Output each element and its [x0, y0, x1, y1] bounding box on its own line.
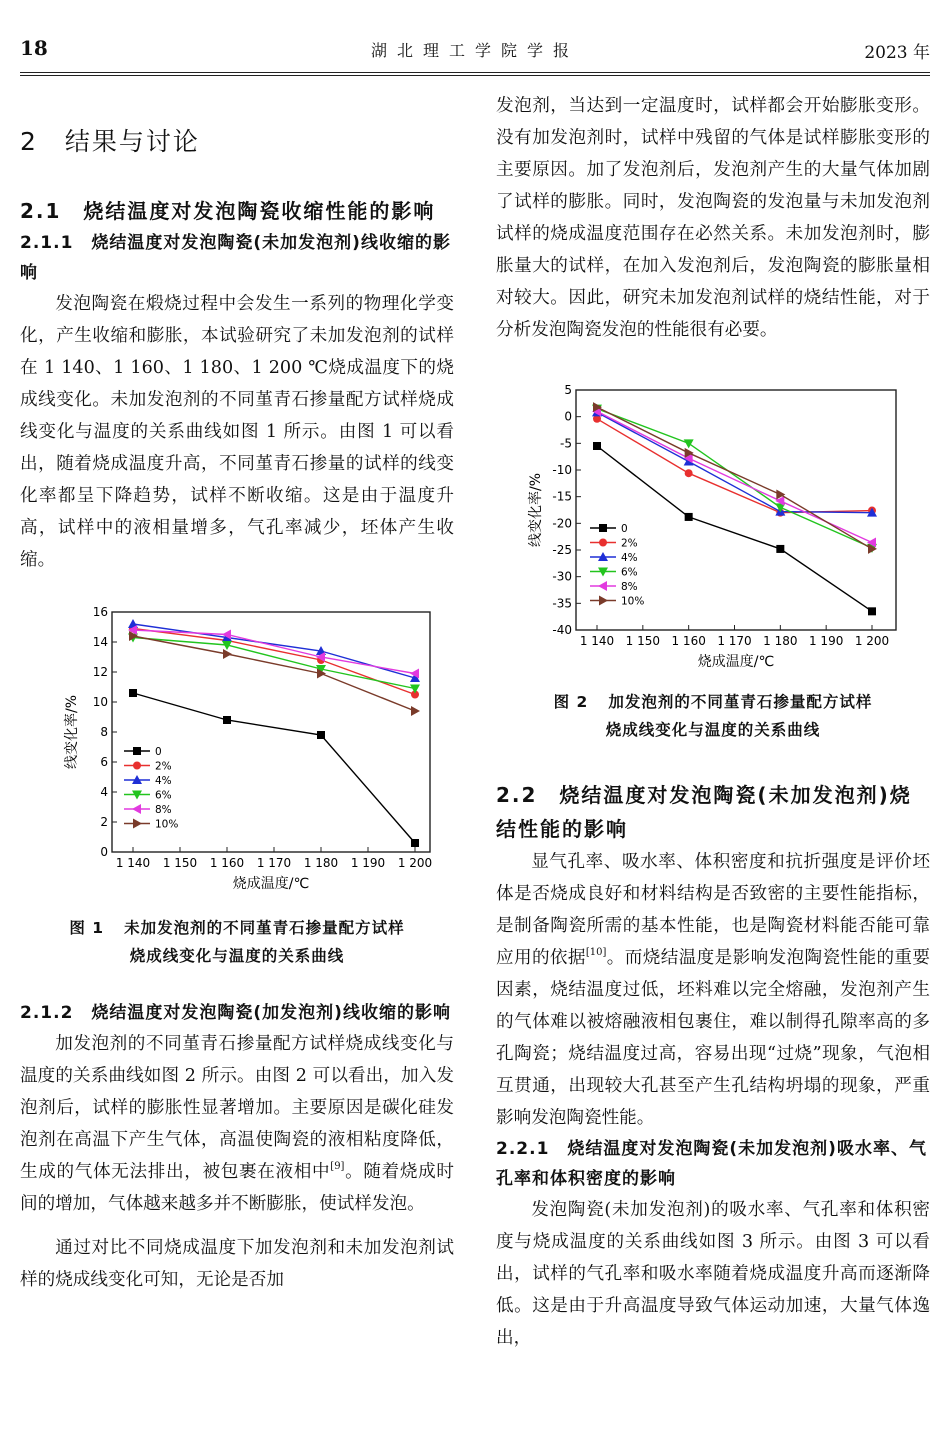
y-tick-label: 5: [564, 383, 572, 397]
section-2-1-2-text-a: 加发泡剂的不同堇青石掺量配方试样烧成线变化与温度的关系曲线如图 2 所示。由图 2 可以看出，加入发泡剂后，试样的膨胀性显著增加。主要原因是碳化硅发泡剂在高温下产生气体，高温使陶瓷的液相粘度降低，生成的气体无法排出，被包裹在液相中: [20, 1034, 454, 1182]
y-tick-label: -10: [552, 463, 572, 477]
section-2-1-1-paragraph: 发泡陶瓷在煅烧过程中会发生一系列的物理化学变化，产生收缩和膨胀，本试验研究了未加发泡剂的试样在 1 140、1 160、1 180、1 200 ℃烧成温度下的烧成线变化。未加发泡剂的不同堇青石掺量配方试样烧成线变化与温度的关系曲线如图 1 所示。由图 1 可以看出，随着烧成温度升高，不同堇青石掺量的试样的线变化率都呈下降趋势，试样不断收缩。这是由于温度升高，试样中的液相量增多，气孔率减少，坯体产生收缩。: [20, 294, 454, 570]
legend: [124, 746, 178, 831]
x-axis-label: 烧成温度/℃: [232, 876, 310, 892]
section-2-1-2-text-b: 。随着烧成时间的增加，气体越来越多并不断膨胀，使试样发泡。: [20, 1162, 454, 1214]
legend: [590, 523, 644, 608]
figure-1-caption-line2: 烧成线变化与温度的关系曲线: [129, 947, 345, 965]
data-point: [411, 706, 420, 716]
legend-marker: [599, 539, 607, 547]
y-axis-label: 线变化率/%: [64, 694, 80, 770]
data-point: [868, 607, 876, 615]
section-2-2-paragraph: [496, 846, 930, 1134]
data-point: [129, 689, 137, 697]
y-tick-label: -15: [552, 489, 572, 504]
figure-2-caption-line1: 加发泡剂的不同堇青石掺量配方试样: [608, 693, 873, 711]
section-2-2-1-paragraph: 发泡陶瓷(未加发泡剂)的吸水率、气孔率和体积密度与烧成温度的关系曲线如图 3 所示。由图 3 可以看出，试样的气孔率和吸水率随着烧成温度升高而逐渐降低。这是由于升高温度导致气体运动加速，大量气体逸出，: [496, 1200, 930, 1348]
x-tick-label: 1 180: [763, 634, 798, 648]
section-2-2-text-b: 。而烧结温度是影响发泡陶瓷性能的重要因素，烧结温度过低，坯料难以完全熔融，发泡剂产生的气体难以被熔融液相包裹住，难以制得孔隙率高的多孔陶瓷；烧结温度过高，容易出现“过烧”现象，气泡相互贯通，出现较大孔甚至产生孔结构坍塌的现象，严重影响发泡陶瓷性能。: [496, 948, 930, 1128]
x-tick-label: 1 140: [579, 634, 615, 648]
y-tick-label: 0: [100, 845, 108, 859]
y-tick-label: -40: [552, 623, 572, 637]
section-2-1-2-heading: 2.1.2 烧结温度对发泡陶瓷(加发泡剂)线收缩的影响: [20, 1003, 451, 1023]
x-tick-label: 1 150: [625, 634, 661, 648]
legend-marker: [599, 596, 608, 606]
section-2-2-1-heading: 2.2.1 烧结温度对发泡陶瓷(未加发泡剂)吸水率、气孔率和体积密度的影响: [496, 1139, 927, 1189]
figure-2-caption-tag: 图 2: [553, 693, 589, 711]
left-column: [20, 88, 454, 1296]
data-point: [685, 469, 693, 477]
legend-label: 0: [155, 746, 162, 758]
y-axis-label: 线变化率/%: [528, 472, 544, 548]
legend-marker: [598, 581, 607, 591]
data-point: [593, 442, 601, 450]
y-tick-label: 0: [564, 409, 572, 424]
legend-label: 4%: [621, 552, 638, 564]
y-tick-label: -20: [552, 516, 572, 531]
y-tick-label: -5: [560, 436, 572, 451]
section-2-1-1-heading: 2.1.1 烧结温度对发泡陶瓷(未加发泡剂)线收缩的影响: [20, 233, 451, 283]
x-tick-label: 1 200: [854, 634, 890, 648]
journal-title: 湖北理工学院学报: [370, 41, 579, 60]
y-tick-label: 8: [100, 725, 108, 739]
section-2-1-heading: 2.1 烧结温度对发泡陶瓷收缩性能的影响: [20, 199, 436, 223]
right-continued-paragraph: 发泡剂，当达到一定温度时，试样都会开始膨胀变形。没有加发泡剂时，试样中残留的气体是试样膨胀变形的主要原因。加了发泡剂后，发泡剂产生的大量气体加剧了试样的膨胀。同时，发泡陶瓷的发泡量与未加发泡剂试样的烧成温度范围存在必然关系。未加发泡剂时，膨胀量大的试样，在加入发泡剂后，发泡陶瓷的膨胀量相对较大。因此，研究未加发泡剂试样的烧结性能，对于分析发泡陶瓷发泡的性能很有必要。: [496, 96, 930, 340]
page-number: 18: [20, 36, 48, 60]
figure-2-caption: [496, 688, 930, 744]
x-tick-label: 1 140: [115, 856, 151, 870]
x-tick-label: 1 180: [303, 856, 339, 870]
y-tick-label: 2: [100, 815, 108, 829]
y-tick-label: -30: [552, 569, 572, 584]
legend-label: 2%: [621, 537, 638, 550]
legend-label: 4%: [155, 775, 172, 787]
legend-marker: [599, 524, 607, 532]
running-header: [20, 36, 930, 73]
y-tick-label: -25: [552, 543, 572, 557]
section-2-heading: 2 结果与讨论: [20, 127, 200, 156]
legend-label: 8%: [621, 581, 638, 593]
legend-marker: [133, 819, 142, 829]
legend-label: 10%: [621, 595, 645, 608]
y-tick-label: 12: [92, 665, 108, 679]
figure-2-caption-line2: 烧成线变化与温度的关系曲线: [605, 721, 821, 739]
right-column: [496, 90, 930, 1354]
legend-label: 6%: [621, 566, 638, 579]
data-point: [684, 439, 694, 448]
data-point: [410, 685, 420, 694]
data-point: [411, 839, 419, 847]
legend-marker: [133, 762, 141, 770]
series-line: [133, 636, 415, 711]
figure-1-caption-line1: 未加发泡剂的不同堇青石掺量配方试样: [124, 919, 405, 937]
y-tick-label: -35: [552, 596, 572, 611]
y-tick-label: 14: [92, 635, 108, 649]
x-tick-label: 1 150: [162, 856, 198, 870]
series-line: [133, 630, 415, 674]
y-tick-label: 4: [100, 785, 108, 799]
y-tick-label: 6: [100, 755, 108, 769]
data-point: [685, 513, 693, 521]
data-point: [223, 649, 232, 659]
legend-label: 10%: [155, 818, 179, 831]
data-point: [223, 716, 231, 724]
legend-label: 0: [621, 523, 628, 535]
series-2%: [593, 415, 876, 517]
series-6%: [592, 405, 877, 553]
x-tick-label: 1 190: [350, 856, 386, 870]
figure-1-caption-tag: 图 1: [69, 919, 105, 937]
data-point: [776, 545, 784, 553]
series-2%: [129, 625, 419, 699]
header-rule: [20, 75, 930, 76]
journal-year: 2023 年: [864, 43, 930, 63]
legend-label: 8%: [155, 804, 172, 816]
section-2-1-2-paragraph-2: 通过对比不同烧成温度下加发泡剂和未加发泡剂试样的烧成线变化可知，无论是否加: [20, 1238, 454, 1290]
legend-marker: [133, 747, 141, 755]
figure-1-chart: [20, 602, 454, 902]
legend-label: 2%: [155, 760, 172, 773]
series-4%: [592, 407, 877, 516]
figure-1-caption: [20, 914, 454, 970]
series-line: [597, 446, 872, 611]
x-tick-label: 1 200: [397, 856, 433, 870]
y-tick-label: 16: [92, 605, 108, 619]
section-2-2-heading: 2.2 烧结温度对发泡陶瓷(未加发泡剂)烧结性能的影响: [496, 783, 912, 841]
figure-2: [496, 376, 930, 744]
x-tick-label: 1 170: [256, 856, 292, 870]
plot-frame: [576, 390, 896, 630]
series-line: [133, 629, 415, 695]
figure-2-chart: [496, 376, 930, 676]
x-axis-label: 烧成温度/℃: [697, 654, 775, 670]
section-2-2-text-a: 显气孔率、吸水率、体积密度和抗折强度是评价坯体是否烧成良好和材料结构是否致密的主要性能指标，是制备陶瓷所需的基本性能，也是陶瓷材料能否能可靠应用的依据: [496, 852, 930, 968]
series-line: [597, 411, 872, 542]
legend-marker: [132, 804, 141, 814]
legend-label: 6%: [155, 789, 172, 802]
section-2-1-2-paragraph-1: [20, 1028, 454, 1220]
figure-1: [20, 602, 454, 970]
x-tick-label: 1 160: [671, 634, 706, 648]
x-tick-label: 1 170: [717, 634, 752, 648]
citation-10: [10]: [585, 947, 607, 958]
y-tick-label: 10: [92, 695, 108, 709]
citation-9: [9]: [330, 1161, 345, 1172]
plot-frame: [112, 612, 430, 852]
data-point: [317, 731, 325, 739]
x-tick-label: 1 190: [808, 634, 844, 648]
x-tick-label: 1 160: [209, 856, 245, 870]
